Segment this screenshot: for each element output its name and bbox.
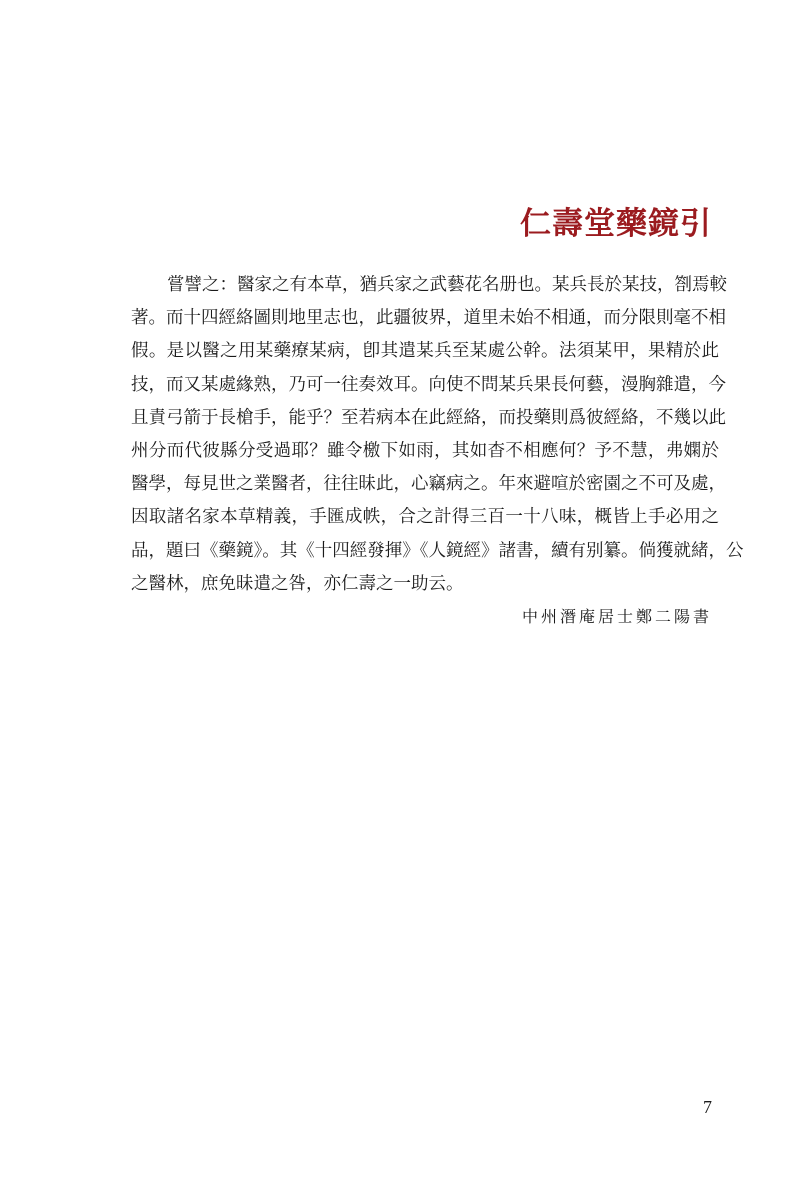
preface-line: 因取諸名家本草精義，手匯成帙，合之計得三百一十八味，概皆上手必用之 [131, 507, 719, 528]
page-number: 7 [703, 1097, 712, 1117]
page-title: 仁壽堂藥鏡引 [520, 205, 712, 242]
preface-body [131, 269, 744, 601]
preface-line: 品，題曰《藥鏡》。其《十四經發揮》《人鏡經》諸書，續有别纂。倘獲就緒，公 [131, 540, 744, 561]
preface-line: 嘗譬之：醫家之有本草，猶兵家之武藝花名册也。某兵長於某技，劄焉較 [167, 275, 727, 295]
preface-line: 假。是以醫之用某藥療某病，卽其遣某兵至某處公幹。法須某甲，果精於此 [131, 341, 719, 362]
author-signature: 中州潛庵居士鄭二陽書 [521, 607, 712, 626]
preface-line: 技，而又某處緣熟，乃可一往奏效耳。向使不問某兵果長何藝，漫胸雜遣，今 [131, 374, 726, 395]
preface-line: 之醫林，庶免昧遣之咎，亦仁壽之一助云。 [131, 573, 464, 594]
preface-line: 醫學，每見世之業醫者，往往昧此，心竊病之。年來避喧於密園之不可及處， [131, 474, 726, 495]
preface-line: 且責弓箭于長槍手，能乎？至若病本在此經絡，而投藥則爲彼經絡，不幾以此 [131, 407, 726, 428]
preface-line: 州分而代彼縣分受過耶？雖令檄下如雨，其如杳不相應何？予不慧，弗嫻於 [131, 441, 719, 462]
preface-line: 著。而十四經絡圖則地里志也，此疆彼界，道里未始不相通，而分限則毫不相 [131, 308, 726, 329]
